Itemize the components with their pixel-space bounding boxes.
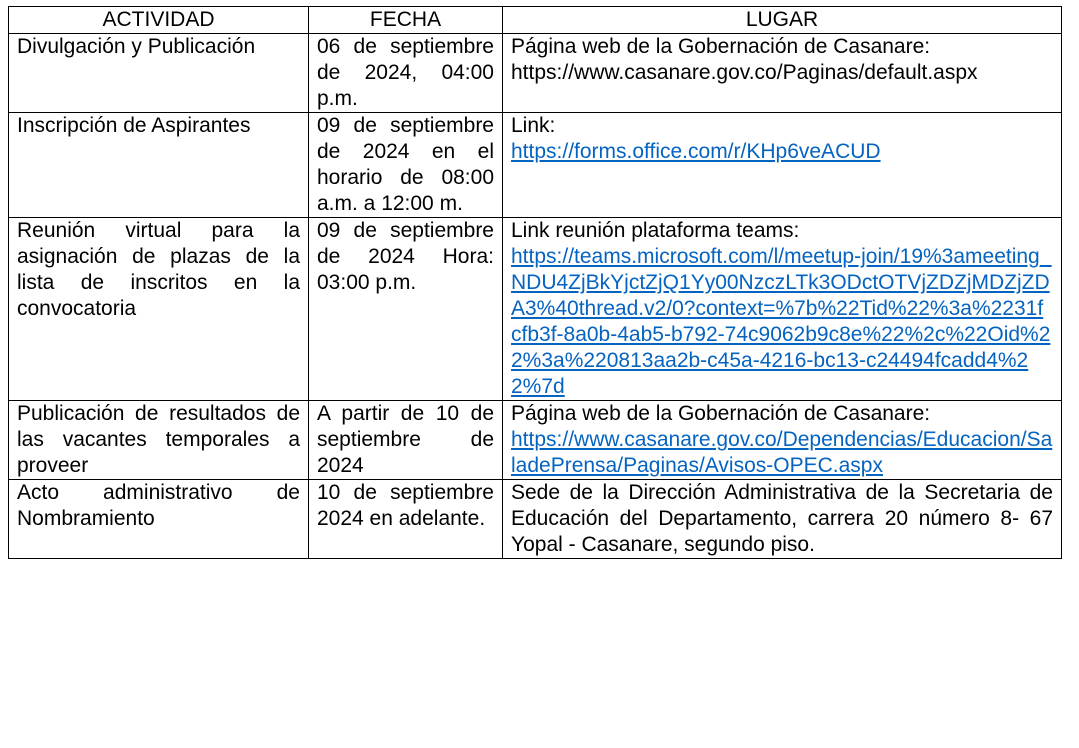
header-lugar: LUGAR [503, 7, 1062, 34]
fecha-cell: 06 de septiembre de 2024, 04:00 p.m. [309, 34, 503, 113]
fecha-cell: 10 de septiembre 2024 en adelante. [309, 480, 503, 559]
avisos-opec-link[interactable]: https://www.casanare.gov.co/Dependencias/Educacion/SaladePrensa/Paginas/Avisos-OPEC.aspx [511, 428, 1053, 477]
lugar-text: Página web de la Gobernación de Casanare: [511, 402, 931, 425]
lugar-url: https://www.casanare.gov.co/Paginas/default.aspx [511, 61, 978, 84]
lugar-cell [503, 401, 1062, 480]
lugar-text: Link reunión plataforma teams: [511, 219, 800, 242]
lugar-cell [503, 113, 1062, 218]
schedule-table [8, 6, 1062, 559]
header-fecha: FECHA [309, 7, 503, 34]
table-row [9, 401, 1062, 480]
fecha-cell: A partir de 10 de septiembre de 2024 [309, 401, 503, 480]
table-row [9, 480, 1062, 559]
actividad-cell: Inscripción de Aspirantes [9, 113, 309, 218]
lugar-cell: Sede de la Dirección Administrativa de la Secretaria de Educación del Departamento, carrera 20 número 8- 67 Yopal - Casanare, segundo piso. [503, 480, 1062, 559]
actividad-cell: Divulgación y Publicación [9, 34, 309, 113]
fecha-cell: 09 de septiembre de 2024 Hora: 03:00 p.m. [309, 218, 503, 401]
actividad-cell: Reunión virtual para la asignación de plazas de la lista de inscritos en la convocatoria [9, 218, 309, 401]
teams-meeting-link[interactable]: https://teams.microsoft.com/l/meetup-join/19%3ameeting_NDU4ZjBkYjctZjQ1Yy00NzczLTk3ODctOTVjZDZjMDZjZDA3%40thread.v2/0?context=%7b%22Tid%22%3a%2231fcfb3f-8a0b-4ab5-b792-74c9062b9c8e%22%2c%22Oid%22%3a%220813aa2b-c45a-4216-bc13-c24494fcadd4%22%7d [511, 245, 1052, 398]
lugar-text: Página web de la Gobernación de Casanare: [511, 35, 931, 58]
table-row [9, 218, 1062, 401]
header-row [9, 7, 1062, 34]
fecha-cell: 09 de septiembre de 2024 en el horario de 08:00 a.m. a 12:00 m. [309, 113, 503, 218]
lugar-cell [503, 34, 1062, 113]
header-actividad: ACTIVIDAD [9, 7, 309, 34]
actividad-cell: Publicación de resultados de las vacantes temporales a proveer [9, 401, 309, 480]
table-row [9, 34, 1062, 113]
actividad-cell: Acto administrativo de Nombramiento [9, 480, 309, 559]
lugar-cell [503, 218, 1062, 401]
table-row [9, 113, 1062, 218]
lugar-text: Link: [511, 114, 556, 137]
forms-link[interactable]: https://forms.office.com/r/KHp6veACUD [511, 140, 881, 163]
